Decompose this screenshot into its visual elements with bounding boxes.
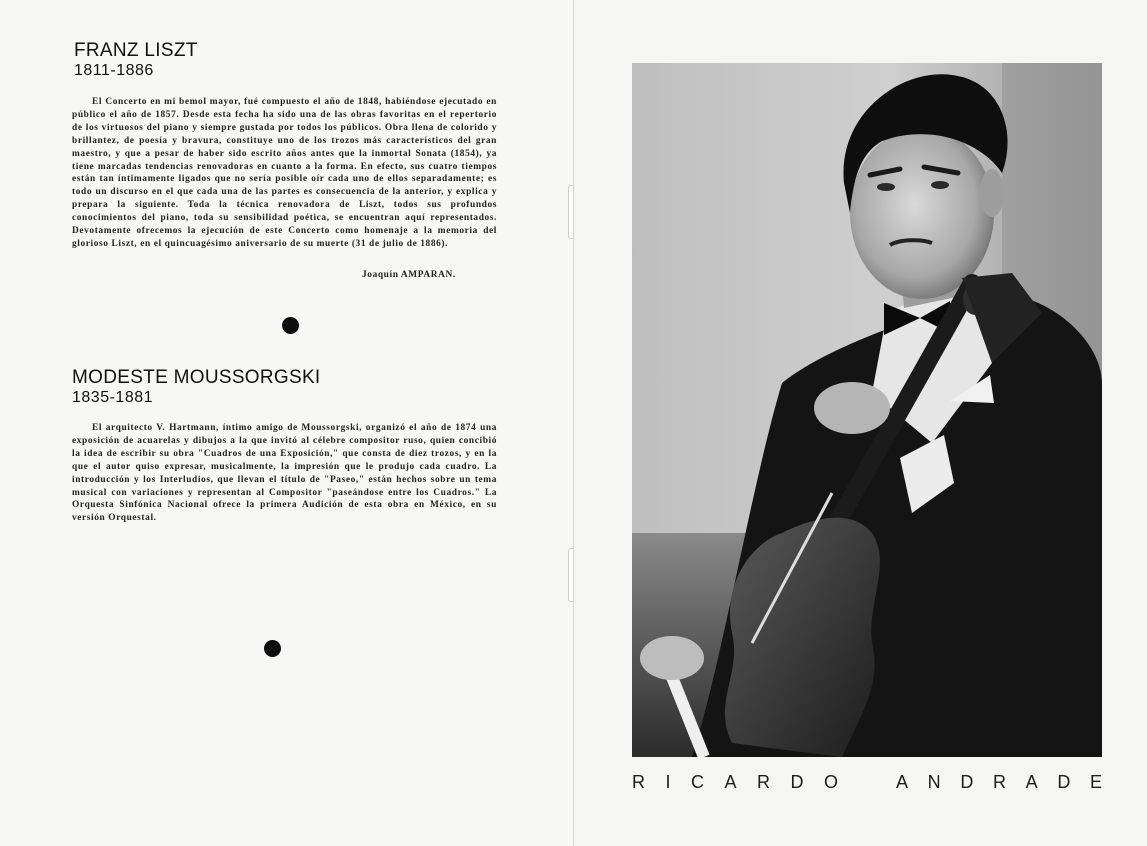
caption-letter: N xyxy=(927,772,941,792)
caption-letter: D xyxy=(960,772,974,792)
moussorgski-years: 1835-1881 xyxy=(72,389,154,406)
caption-letter: A xyxy=(1025,772,1038,792)
moussorgski-program-note: El arquitecto V. Hartmann, íntimo amigo de Moussorgski, organizó el año de 1874 una exposición de acuarelas y dibujos a la que invitó al célebre compositor ruso, quien concibió la idea de escribir su obra "Cuadros de una Exposición," que consta de diez trozos, y en la que el autor quiso expresar, musicalmente, la impresión que le produjo cada cuadro. La introducción y los Interludios, que llevan el título de "Paseo," están hechos sobre un tema musical con variaciones y representan al Compositor "paseándose entre los Cuadros." La Orquesta Sinfónica Nacional ofrece la primera Audición de esta obra en México, en su versión Orquestal. xyxy=(72,423,497,524)
violinist-portrait-photo xyxy=(632,63,1102,757)
liszt-note-signature: Joaquín AMPARAN. xyxy=(362,270,456,280)
caption-letter: A xyxy=(724,772,737,792)
photo-caption xyxy=(632,772,1102,793)
liszt-heading: FRANZ LISZT xyxy=(74,40,198,61)
right-page xyxy=(574,0,1147,846)
caption-last-name xyxy=(896,772,1102,793)
caption-letter: E xyxy=(1089,772,1102,792)
caption-letter: O xyxy=(823,772,838,792)
caption-letter: R xyxy=(756,772,770,792)
liszt-years: 1811-1886 xyxy=(74,62,154,79)
caption-letter: R xyxy=(632,772,645,792)
moussorgski-heading: MODESTE MOUSSORGSKI xyxy=(72,367,321,388)
caption-letter: I xyxy=(665,772,671,792)
caption-letter: C xyxy=(690,772,704,792)
caption-letter: A xyxy=(896,772,909,792)
caption-letter: R xyxy=(992,772,1006,792)
caption-first-name xyxy=(632,772,838,793)
caption-letter: D xyxy=(790,772,804,792)
punch-hole xyxy=(264,640,281,657)
liszt-program-note: El Concerto en mi bemol mayor, fué compuesto el año de 1848, habiéndose ejecutado en público el año de 1857. Desde esta fecha ha sido una de las obras favoritas en el repertorio de los virtuosos del piano y siempre gustada por todos los públicos. Obra llena de colorido y brillantez, de poesía y bravura, constituye uno de los trozos más característicos del gran maestro, y que a pesar de haber sido escrito años antes que la inmortal Sonata (1854), ya tiene marcadas tendencias renovadoras en cuanto a la forma. En efecto, sus cuatro tiempos están tan íntimamente ligados que no sería posible oír cada uno de ellos separadamente; es todo un discurso en el que cada una de las partes es consecuencia de la anterior, y explica y prepara la siguiente. Toda la técnica renovadora de Liszt, todos sus profundos conocimientos del piano, toda su sensibilidad poética, se encuentran aquí representados. Devotamente ofrecemos la ejecución de este Concerto como homenaje a la memoria del glorioso Liszt, en el quincuagésimo aniversario de su muerte (31 de julio de 1886). xyxy=(72,97,497,249)
caption-letter: D xyxy=(1057,772,1071,792)
punch-hole xyxy=(282,317,299,334)
